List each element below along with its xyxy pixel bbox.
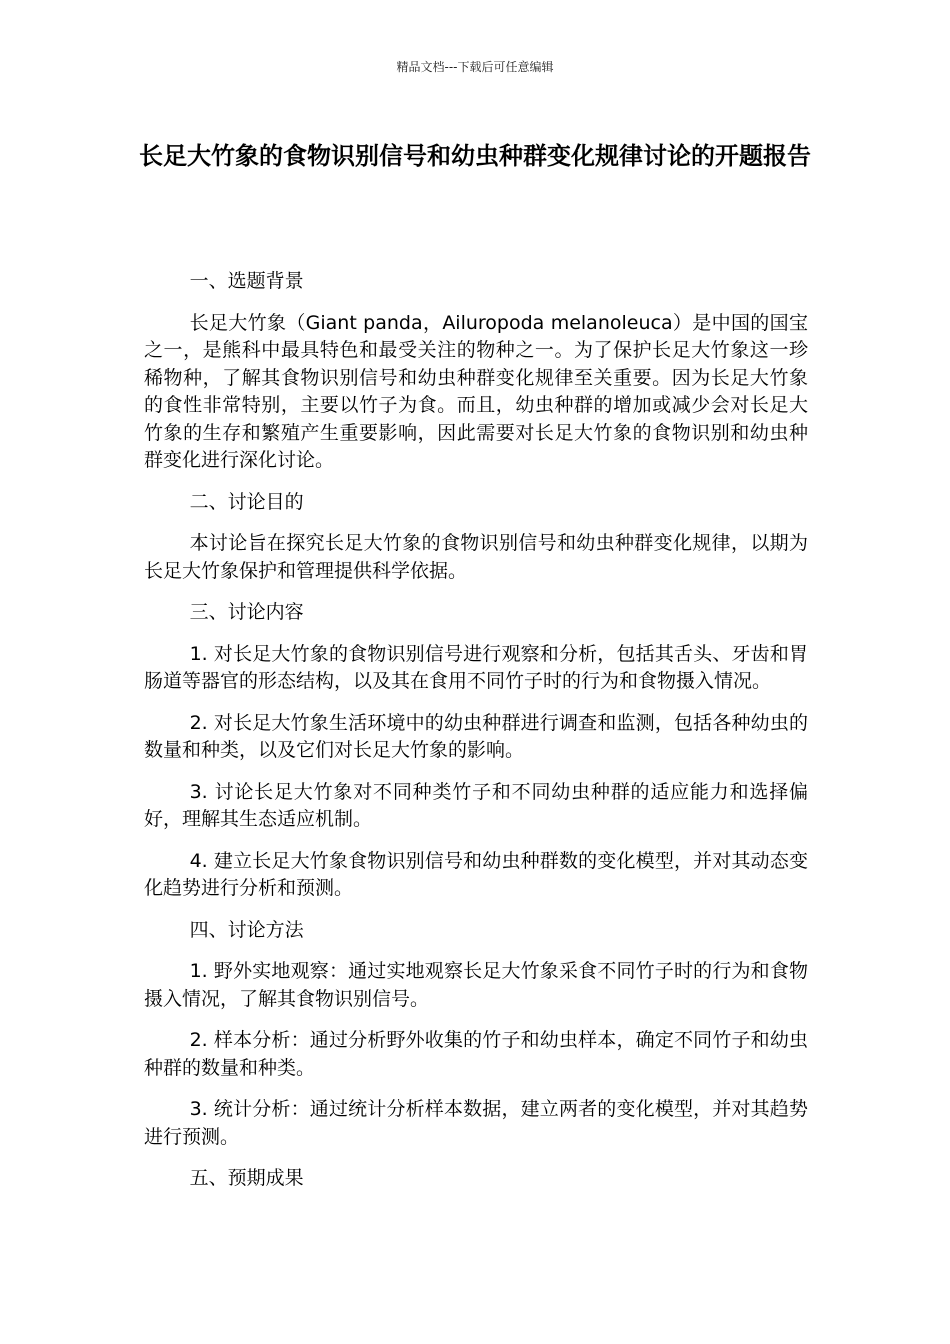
section-heading: 三、讨论内容 — [189, 601, 304, 623]
body-paragraph: 长足大竹象（Giant panda，Ailuropoda melanoleuca）是中国的国宝之一，是熊科中最具特色和最受关注的物种之一。为了保护长足大竹象这一珍稀物种，了解其食物识别信号和幼虫种群变化规律至关重要。因为长足大竹象的食性非常特别，主要以竹子为食。而且，幼虫种群的增加或减少会对长足大竹象的生存和繁殖产生重要影响，因此需要对长足大竹象的食物识别和幼虫种群变化进行深化讨论。 — [144, 311, 808, 471]
document-title: 长足大竹象的食物识别信号和幼虫种群变化规律讨论的开题报告 — [139, 142, 811, 170]
list-item: 3. 讨论长足大竹象对不同种类竹子和不同幼虫种群的适应能力和选择偏好，理解其生态适应机制。 — [144, 780, 808, 830]
list-item: 2. 对长足大竹象生活环境中的幼虫种群进行调查和监测，包括各种幼虫的数量和种类，以及它们对长足大竹象的影响。 — [144, 711, 808, 761]
document-body — [144, 268, 808, 1207]
body-paragraph: 本讨论旨在探究长足大竹象的食物识别信号和幼虫种群变化规律，以期为长足大竹象保护和管理提供科学依据。 — [144, 532, 808, 582]
section-heading: 五、预期成果 — [189, 1167, 304, 1189]
list-item: 2. 样本分析：通过分析野外收集的竹子和幼虫样本，确定不同竹子和幼虫种群的数量和种类。 — [144, 1029, 808, 1079]
section-heading: 四、讨论方法 — [189, 918, 304, 941]
list-item: 1. 对长足大竹象的食物识别信号进行观察和分析，包括其舌头、牙齿和胃肠道等器官的形态结构，以及其在食用不同竹子时的行为和食物摄入情况。 — [144, 642, 808, 692]
header-note: 精品文档---下载后可任意编辑 — [396, 60, 554, 74]
section-heading: 二、讨论目的 — [189, 490, 304, 513]
section-heading: 一、选题背景 — [189, 270, 304, 292]
list-item: 1. 野外实地观察：通过实地观察长足大竹象采食不同竹子时的行为和食物摄入情况，了解其食物识别信号。 — [144, 960, 808, 1010]
list-item: 3. 统计分析：通过统计分析样本数据，建立两者的变化模型，并对其趋势进行预测。 — [144, 1098, 808, 1148]
list-item: 4. 建立长足大竹象食物识别信号和幼虫种群数的变化模型，并对其动态变化趋势进行分析和预测。 — [144, 849, 808, 899]
